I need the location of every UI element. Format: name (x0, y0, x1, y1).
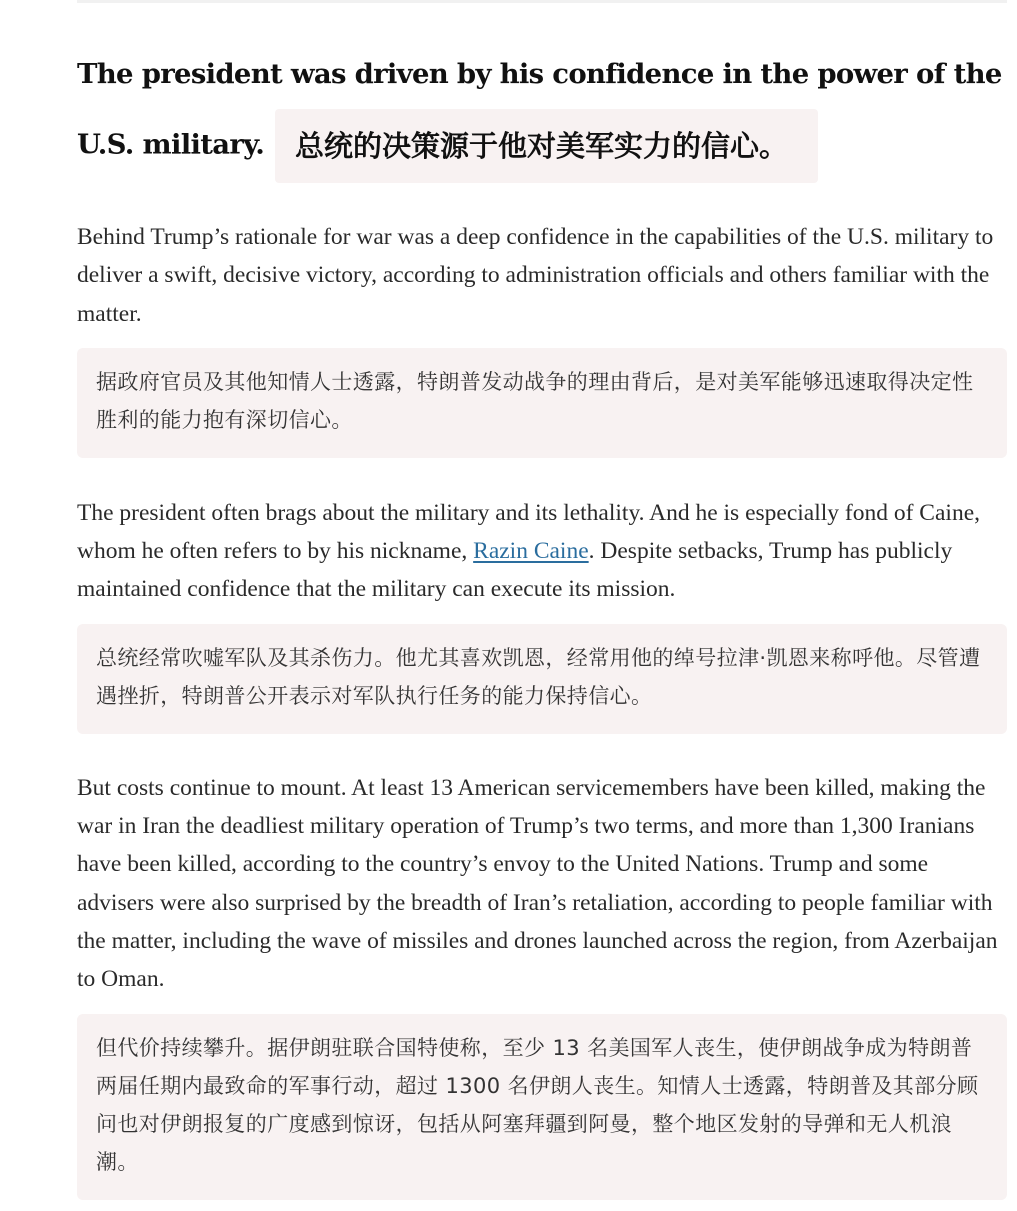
paragraph-3-translation: 但代价持续攀升。据伊朗驻联合国特使称，至少 13 名美国军人丧生，使伊朗战争成为特朗普两届任期内最致命的军事行动，超过 1300 名伊朗人丧生。知情人士透露，特朗普及其部分顾问也对伊朗报复的广度感到惊讶，包括从阿塞拜疆到阿曼，整个地区发射的导弹和无人机浪潮。 (77, 1014, 1007, 1200)
paragraph-2-text-after-link: . Despite setbacks, Trump has publicly maintained confidence that the military can execute its mission. (77, 538, 953, 603)
paragraph-3: But costs continue to mount. At least 13 American servicemembers have been killed, making the war in Iran the deadliest military operation of Trump’s two terms, and more than 1,300 Iranians have been killed, according to the country’s envoy to the United Nations. Trump and some advisers were also surprised by the breadth of Iran’s retaliation, according to people familiar with the matter, including the wave of missiles and drones launched across the region, from Azerbaijan to Oman. (77, 774, 998, 993)
paragraph-1-translation: 据政府官员及其他知情人士透露，特朗普发动战争的理由背后，是对美军能够迅速取得决定性胜利的能力抱有深切信心。 (77, 348, 1007, 458)
heading-text: The president was driven by his confidence in the power of the U.S. military. (77, 58, 1002, 161)
paragraph-2 (77, 494, 1007, 609)
top-divider (77, 0, 1007, 3)
paragraph-1: Behind Trump’s rationale for war was a deep confidence in the capabilities of the U.S. military to deliver a swift, decisive victory, according to administration officials and others familiar with the matter. (77, 224, 994, 327)
paragraph-2-text-before-link: The president often brags about the military and its lethality. And he is especially fond of Caine, whom he often refers to by his nickname, (77, 499, 980, 565)
razin-caine-link[interactable]: Razin Caine (473, 538, 589, 565)
section-heading (77, 40, 1007, 183)
paragraph-2-translation: 总统经常吹嘘军队及其杀伤力。他尤其喜欢凯恩，经常用他的绰号拉津·凯恩来称呼他。尽管遭遇挫折，特朗普公开表示对军队执行任务的能力保持信心。 (77, 624, 1007, 734)
article-body (77, 40, 1007, 1200)
heading-translation: 总统的决策源于他对美军实力的信心。 (275, 109, 818, 183)
